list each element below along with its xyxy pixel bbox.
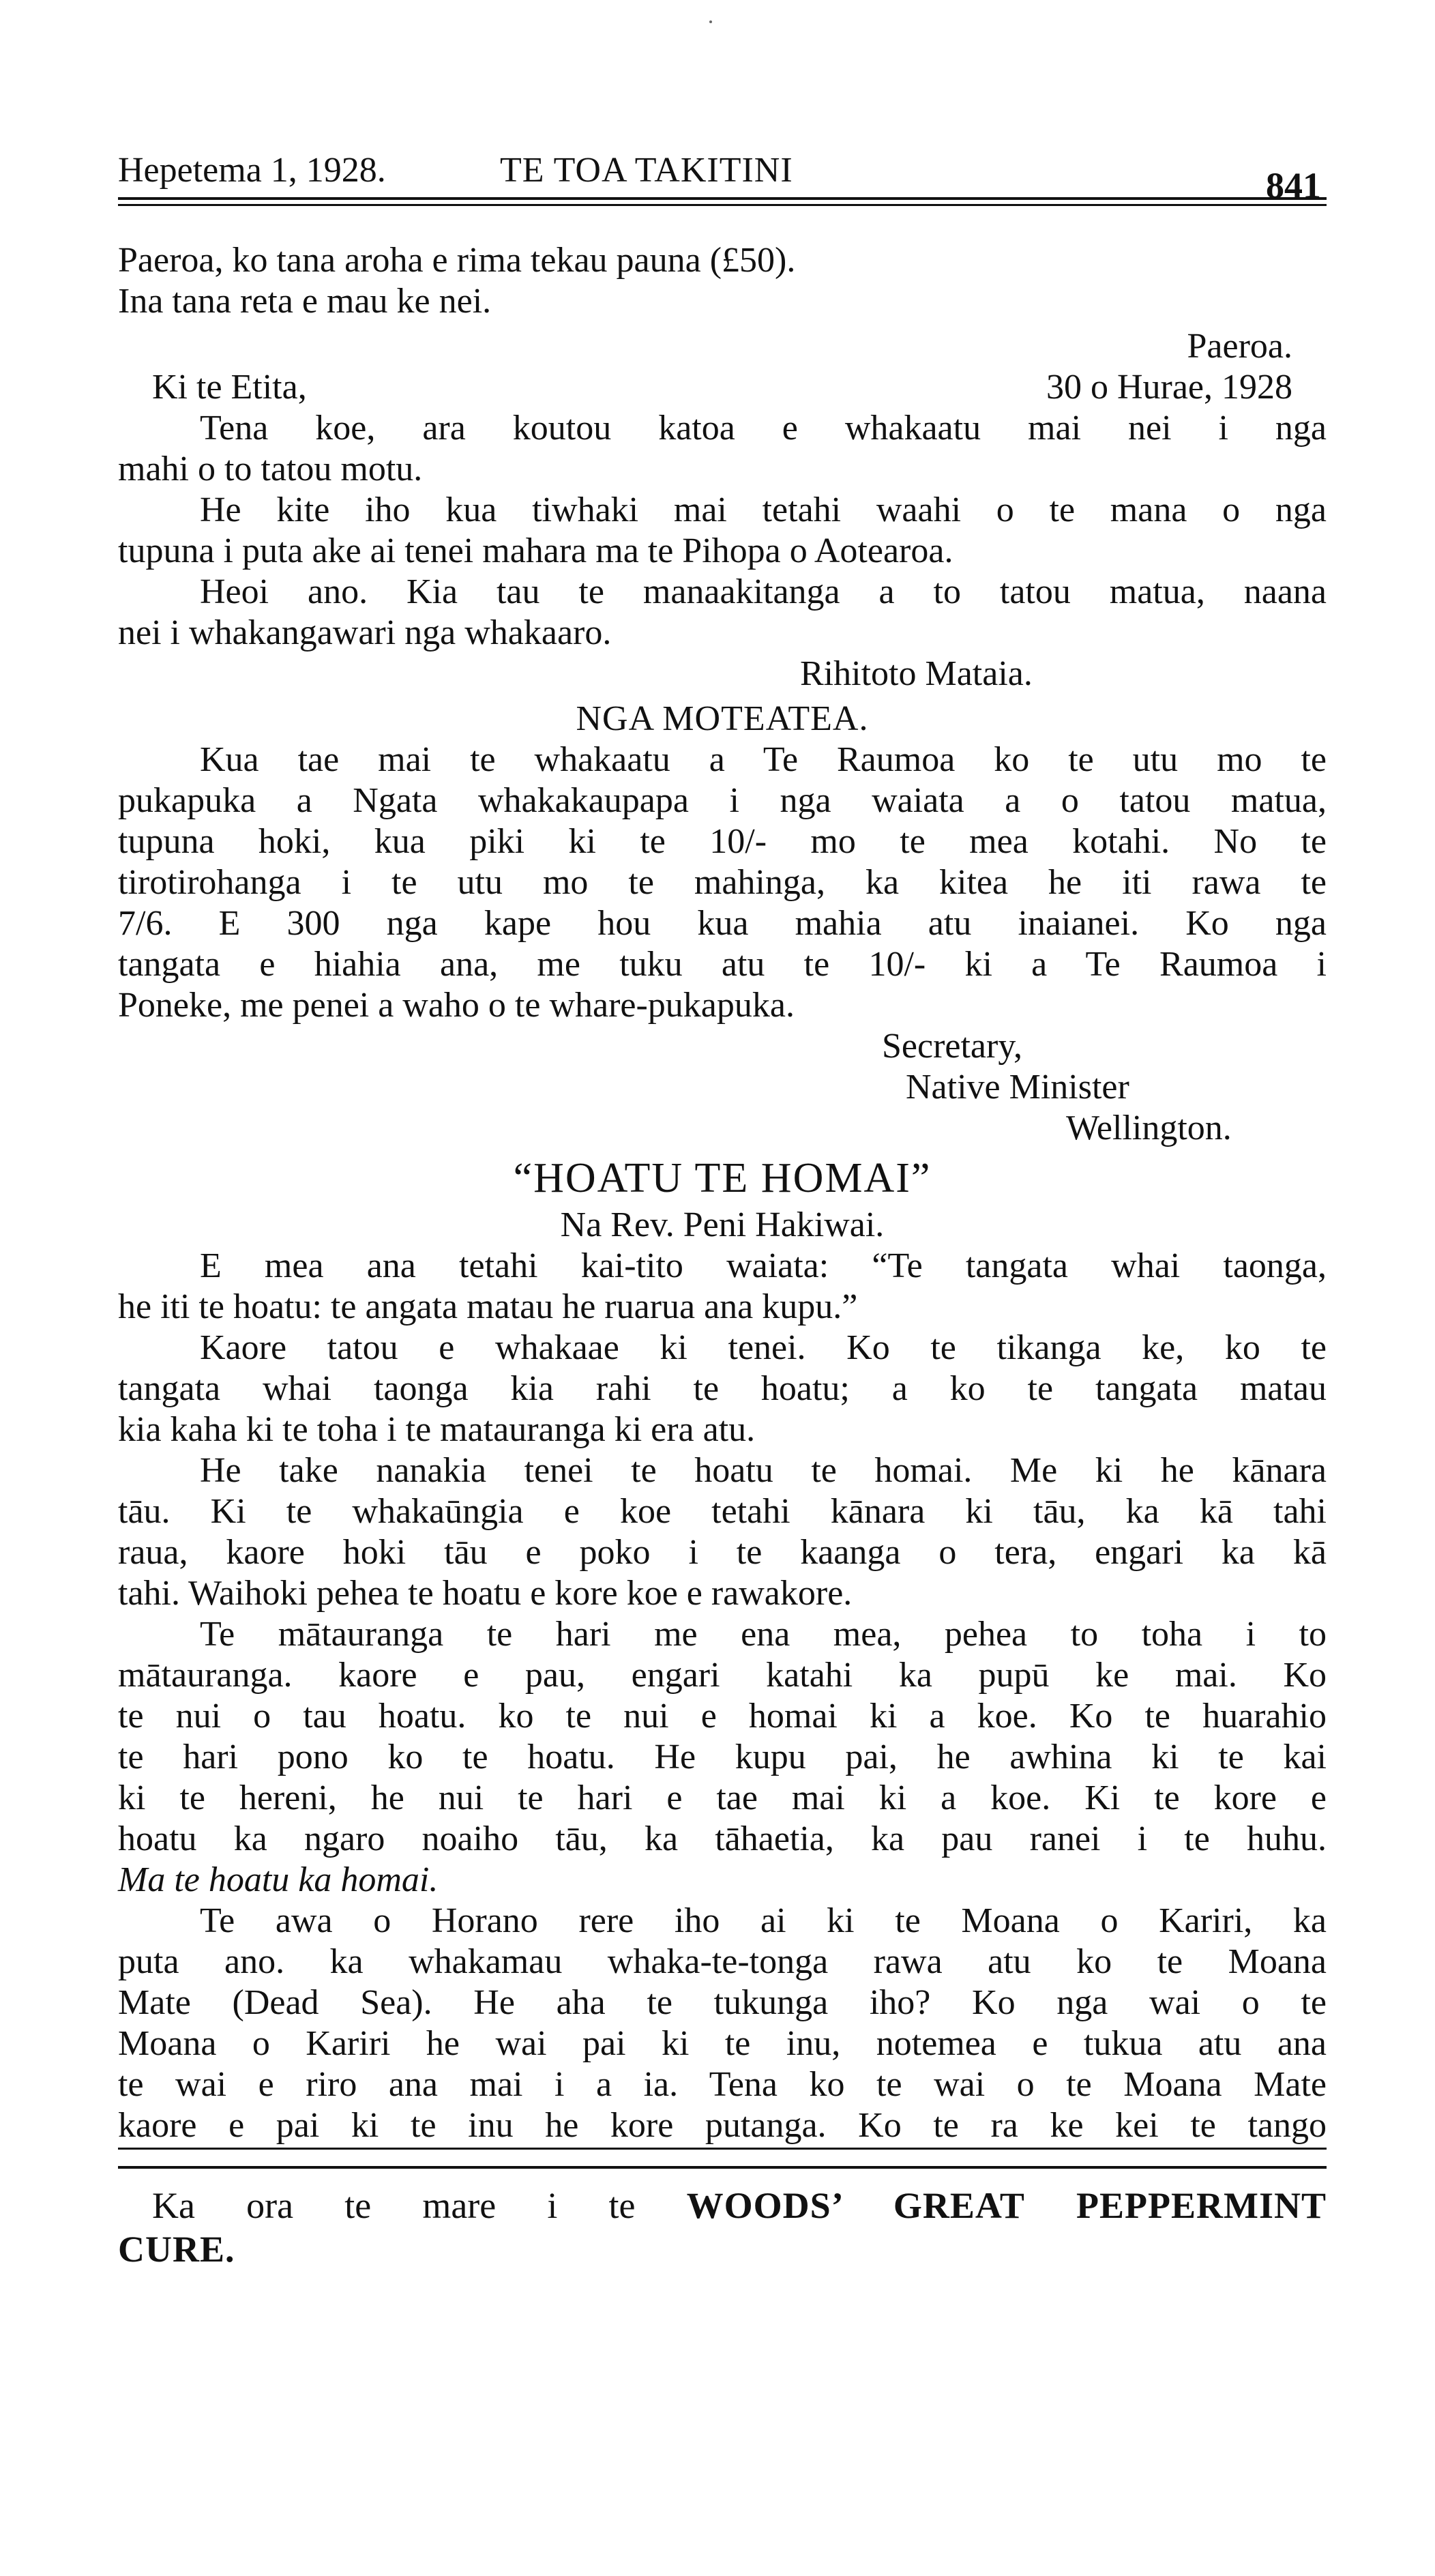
advert-prefix: Ka ora te mare i te — [152, 2185, 636, 2226]
advert-line — [152, 2184, 1327, 2227]
paragraph-line: he iti te hoatu: te angata matau he ruarua ana kupu.” — [118, 1287, 858, 1326]
speck-mark — [709, 20, 712, 23]
paragraph-line: tupuna i puta ake ai tenei mahara ma te Pihopa o Aotearoa. — [118, 531, 953, 570]
paragraph-line: mahi o to tatou motu. — [118, 450, 423, 488]
paragraph-line: kaore e pai ki te inu he kore putanga. Ko te ra ke kei te tango — [118, 2105, 1327, 2150]
letter-signature: Rihitoto Mataia. — [800, 654, 1033, 693]
paragraph-line: Kaore tatou e whakaae ki tenei. Ko te tikanga ke, ko te — [200, 1328, 1327, 1367]
paragraph-line: E mea ana tetahi kai-tito waiata: “Te tangata whai taonga, — [200, 1246, 1327, 1285]
paragraph-line: Poneke, me penei a waho o te whare-pukapuka. — [118, 986, 795, 1025]
footer-rule — [118, 2166, 1327, 2169]
paragraph-line: 7/6. E 300 nga kape hou kua mahia atu inaianei. Ko nga — [118, 904, 1327, 943]
italic-maxim: Ma te hoatu ka homai. — [118, 1860, 439, 1899]
paragraph-line: te hari pono ko te hoatu. He kupu pai, he awhina ki te kai — [118, 1738, 1327, 1776]
paragraph-line: Te awa o Horano rere iho ai ki te Moana o Kariri, ka — [200, 1901, 1327, 1940]
paragraph-line: tangata e hiahia ana, me tuku atu te 10/- ki a Te Raumoa i — [118, 945, 1327, 984]
paragraph-line: kia kaha ki te toha i te matauranga ki era atu. — [118, 1410, 756, 1449]
paragraph-line: pukapuka a Ngata whakakaupapa i nga waiata a o tatou matua, — [118, 781, 1327, 820]
paragraph-line: He take nanakia tenei te hoatu te homai. Me ki he kānara — [200, 1451, 1327, 1490]
letter-intro-line: Paeroa, ko tana aroha e rima tekau pauna (£50). — [118, 241, 796, 280]
article-heading: “HOATU TE HOMAI” — [513, 1155, 932, 1201]
journal-title: TE TOA TAKITINI — [500, 151, 793, 190]
paragraph-line: tangata whai taonga kia rahi te hoatu; a ko te tangata matau — [118, 1369, 1327, 1408]
letter-salutation-row — [118, 367, 1327, 408]
advert-last-line: CURE. — [118, 2229, 235, 2270]
page — [118, 147, 1327, 2271]
section-heading: NGA MOTEATEA. — [576, 699, 869, 738]
paragraph-line: He kite iho kua tiwhaki mai tetahi waahi o te mana o nga — [200, 491, 1327, 529]
paragraph-line: Tena koe, ara koutou katoa e whakaatu mai nei i nga — [200, 409, 1327, 448]
letter-place: Paeroa. — [1187, 327, 1292, 366]
paragraph-line: Te mātauranga te hari me ena mea, pehea to toha i to — [200, 1615, 1327, 1654]
advert-product: WOODS’ GREAT PEPPERMINT — [686, 2185, 1327, 2226]
paragraph-line: te nui o tau hoatu. ko te nui e homai ki a koe. Ko te huarahio — [118, 1697, 1327, 1736]
paragraph-line: te wai e riro ana mai i a ia. Tena ko te wai o te Moana Mate — [118, 2065, 1327, 2104]
letter-greeting: Ki te Etita, — [152, 368, 307, 407]
paragraph-line: Heoi ano. Kia tau te manaakitanga a to tatou matua, naana — [200, 572, 1327, 611]
paragraph-line: raua, kaore hoki tāu e poko i te kaanga o tera, engari ka kā — [118, 1533, 1327, 1572]
paragraph-line: Mate (Dead Sea). He aha te tukunga iho? Ko nga wai o te — [118, 1983, 1327, 2022]
address-line: Wellington. — [1066, 1109, 1232, 1147]
address-line: Native Minister — [906, 1068, 1129, 1107]
letter-intro-line: Ina tana reta e mau ke nei. — [118, 282, 492, 321]
running-header — [118, 147, 1327, 206]
paragraph-line: tupuna hoki, kua piki ki te 10/- mo te mea kotahi. No te — [118, 822, 1327, 861]
paragraph-line: ki te hereni, he nui te hari e tae mai ki a koe. Ki te kore e — [118, 1779, 1327, 1817]
paragraph-line: puta ano. ka whakamau whaka-te-tonga rawa atu ko te Moana — [118, 1942, 1327, 1981]
paragraph-line: tāu. Ki te whakaūngia e koe tetahi kānara ki tāu, ka kā tahi — [118, 1492, 1327, 1531]
header-rule — [118, 197, 1327, 206]
paragraph-line: hoatu ka ngaro noaiho tāu, ka tāhaetia, ka pau ranei i te huhu. — [118, 1819, 1327, 1858]
letter-date: 30 o Hurae, 1928 — [1046, 368, 1292, 407]
paragraph-line: tirotirohanga i te utu mo te mahinga, ka kitea he iti rawa te — [118, 863, 1327, 902]
body-text — [118, 240, 1327, 2150]
paragraph-line: nei i whakangawari nga whakaaro. — [118, 613, 612, 652]
header-date: Hepetema 1, 1928. — [118, 151, 386, 190]
paragraph-line: mātauranga. kaore e pau, engari katahi ka pupū ke mai. Ko — [118, 1656, 1327, 1695]
footer-advert — [118, 2184, 1327, 2271]
paragraph-line: Moana o Kariri he wai pai ki te inu, notemea e tukua atu ana — [118, 2024, 1327, 2063]
page-number: 841 — [1266, 165, 1321, 206]
paragraph-line: tahi. Waihoki pehea te hoatu e kore koe e rawakore. — [118, 1574, 853, 1613]
article-byline: Na Rev. Peni Hakiwai. — [560, 1205, 885, 1244]
paragraph-line: Kua tae mai te whakaatu a Te Raumoa ko te utu mo te — [200, 740, 1327, 779]
address-line: Secretary, — [882, 1027, 1022, 1066]
